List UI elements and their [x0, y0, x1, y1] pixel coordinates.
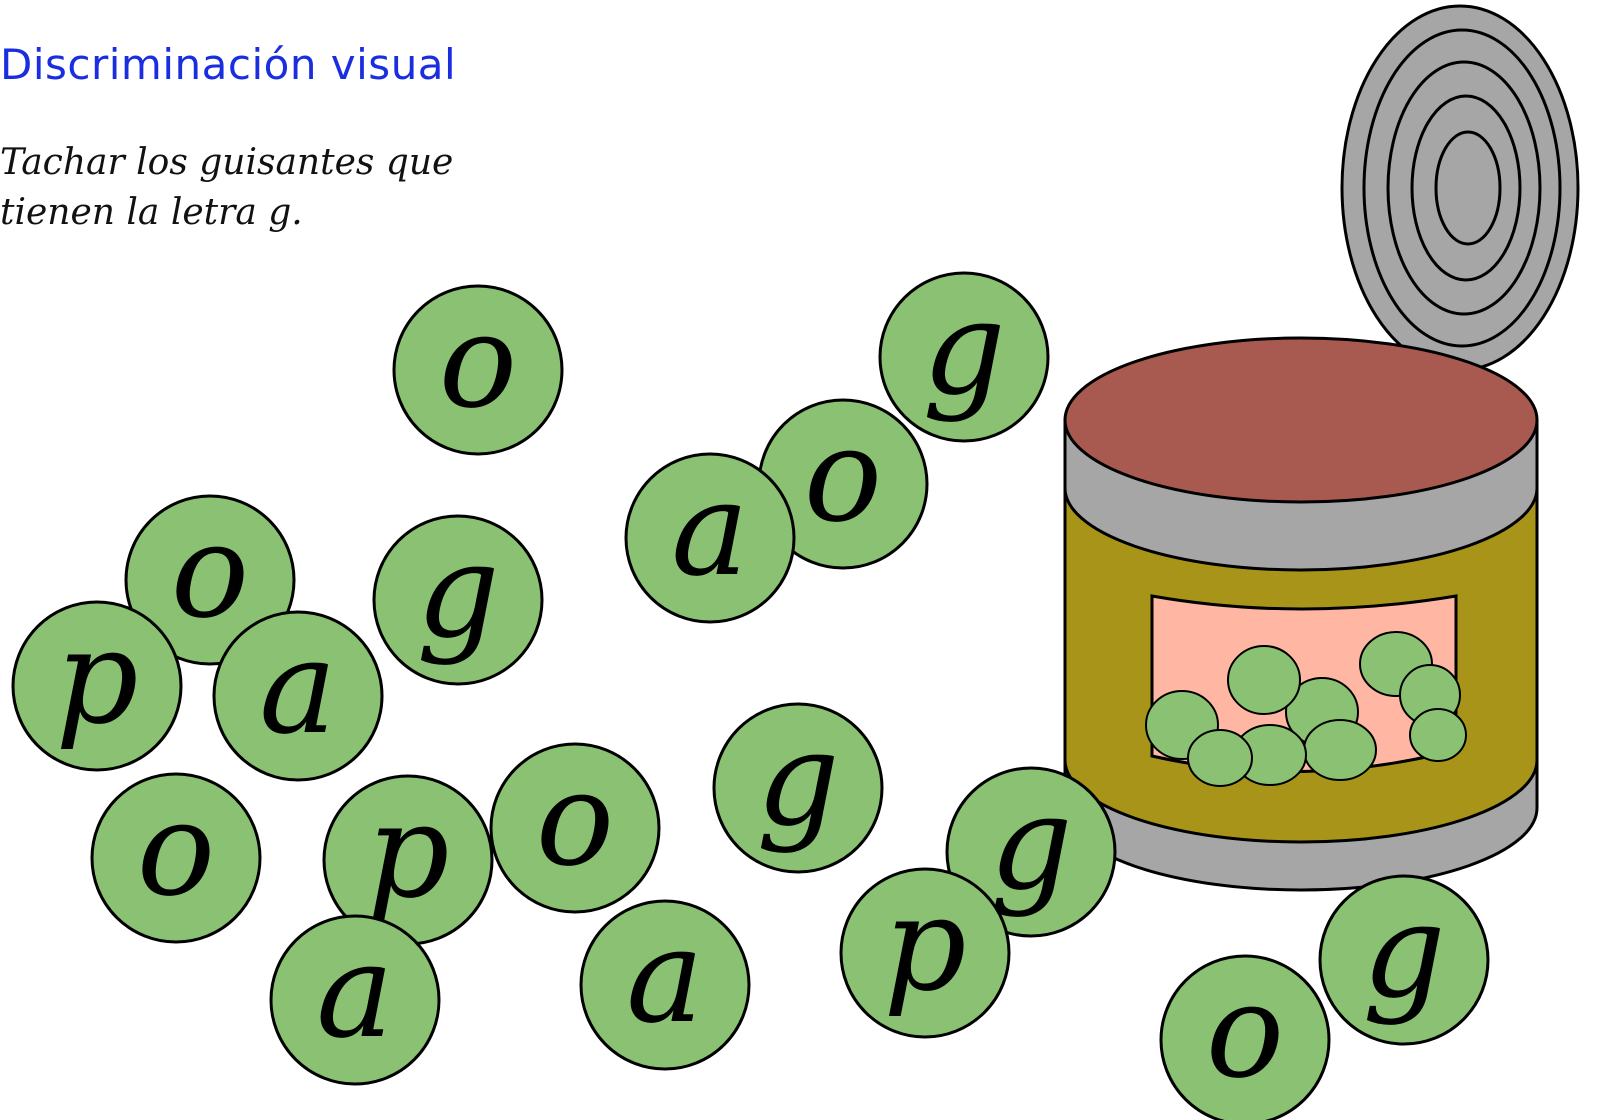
pea-letter: a [626, 900, 704, 1052]
pea-letter: a [316, 915, 394, 1067]
pea-letter: p [55, 601, 139, 753]
pea[interactable] [214, 611, 382, 780]
pea-letter: o [1205, 955, 1285, 1107]
pea[interactable] [92, 773, 260, 942]
pea-letter: g [756, 703, 840, 855]
pea-letter: p [366, 775, 450, 927]
can-lid-icon [1342, 6, 1578, 370]
pea-letter: g [416, 515, 500, 667]
pea-letter: a [259, 611, 337, 763]
pea[interactable] [1320, 875, 1488, 1044]
pea-letter: g [989, 767, 1073, 919]
pea[interactable] [271, 915, 439, 1084]
pea[interactable] [491, 743, 659, 912]
pea-letter: o [136, 773, 216, 925]
pea[interactable] [880, 272, 1048, 441]
pea-letter: o [438, 285, 518, 437]
pea[interactable] [374, 515, 542, 684]
pea[interactable] [841, 868, 1009, 1037]
pea[interactable] [394, 285, 562, 454]
pea-letter: g [1362, 875, 1446, 1027]
pea-letter: o [170, 495, 250, 647]
pea[interactable] [714, 703, 882, 872]
pea-letter: a [671, 453, 749, 605]
pea-letter: o [535, 743, 615, 895]
pea-letter: p [883, 868, 967, 1020]
can-icon [1065, 338, 1537, 890]
instruction-line-2: tienen la letra g. [0, 192, 303, 233]
instruction-line-1: Tachar los guisantes que [0, 142, 454, 183]
pea[interactable] [13, 601, 181, 770]
pea-letter: g [922, 272, 1006, 424]
pea[interactable] [581, 900, 749, 1069]
page-title: Discriminación visual [0, 40, 457, 89]
pea-letter: o [803, 399, 883, 551]
pea[interactable] [626, 453, 794, 622]
pea[interactable] [1161, 955, 1329, 1120]
